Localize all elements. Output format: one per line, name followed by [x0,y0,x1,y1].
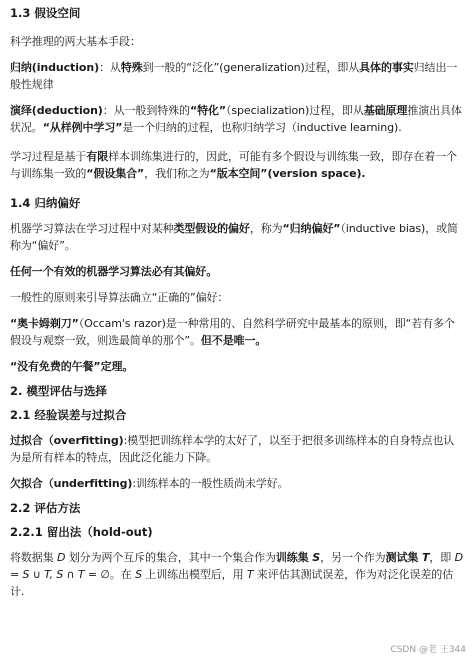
text: ，称为 [249,222,283,235]
occam-paragraph [10,315,464,349]
emphasis: 具体的事实 [359,61,414,74]
math-s: S [135,568,142,581]
deduction-term: 演绎(deduction) [10,104,103,117]
text: :训练样本的一般性质尚未学好。 [132,477,289,490]
emphasis: “假设集合” [86,167,145,180]
bias-paragraph [10,220,464,254]
overfitting-term: 过拟合（overfitting) [10,434,124,447]
text: 来评估其测试误差，作为对泛化误差的估计. [10,568,454,598]
underfitting-paragraph [10,475,464,492]
section-heading-1-4: 1.4 归纳偏好 [10,196,81,210]
text: ，我们称之为 [144,167,210,180]
text: ，即 [429,551,455,564]
text: 定理。 [100,360,134,373]
emphasis: (version space). [267,167,366,180]
math-d: D [57,551,66,564]
emphasis: “归纳偏好” [282,222,341,235]
text: 推演出具体状况。 [10,104,462,134]
text: 划分为两个互斥的集合，其中一个集合作为 [65,551,276,564]
emphasis: 训练集 [275,551,309,564]
section-heading-2-2: 2.2 评估方法 [10,501,81,515]
text: ，另一个作为 [320,551,386,564]
emphasis: 测试集 [385,551,419,564]
emphasis: 特殊 [120,61,143,74]
every-algorithm-statement: 任何一个有效的机器学习算法必有其偏好。 [10,265,218,278]
text: 学习过程是基于 [10,150,87,163]
math-s: S [308,551,321,564]
emphasis: 有限 [86,150,109,163]
deduction-paragraph [10,102,464,136]
text: 。在 [109,568,136,581]
math-formula: D = S ∪ T, S ∩ T = ∅ [10,551,463,581]
math-t: T [246,568,254,581]
text: 是一个归纳的过程，也称归纳学习（inductive learning). [122,121,402,134]
text: 上训练出模型后，用 [141,568,247,581]
text: 机器学习算法在学习过程中对某种 [10,222,174,235]
emphasis: 基础原理 [363,104,408,117]
overfitting-paragraph [10,432,464,466]
section-heading-2-1: 2.1 经验误差与过拟合 [10,408,127,422]
section-heading-2-2-1: 2.2.1 留出法（hold-out) [10,525,153,539]
learning-paragraph [10,148,464,182]
principle-paragraph: 一般性的原则来引导算法确立“正确的”偏好： [10,291,229,304]
text: ：从 [99,61,121,74]
occam-term: “奥卡姆剃刀” [10,317,79,330]
text: ：从一般到特殊的 [102,104,190,117]
intro-paragraph: 科学推理的两大基本手段： [10,35,141,48]
induction-term: 归纳(induction) [10,61,99,74]
holdout-paragraph [10,549,464,600]
emphasis: “特化” [189,104,226,117]
text: 归结出一般性规律 [10,61,458,91]
text: （specialization)过程，即从 [226,104,364,117]
nfl-term: “没有免费的午餐” [10,360,101,373]
underfitting-term: 欠拟合（underfitting) [10,477,133,490]
math-t: T [418,551,430,564]
emphasis: “版本空间” [209,167,268,180]
section-heading-2: 2. 模型评估与选择 [10,384,107,398]
text: （inductive bias)，或简称为“偏好”。 [10,222,458,252]
section-heading-1-3: 1.3 假设空间 [10,6,81,20]
text: :模型把训练样本学的太好了，以至于把很多训练样本的自身特点也认为是所有样本的特点，因此泛化能力下降。 [10,434,455,464]
text: 到一般的“泛化”(generalization)过程，即从 [142,61,360,74]
text: 样本训练集进行的，因此，可能有多个假设与训练集一致，即存在着一个与训练集一致的 [10,150,457,180]
text: 将数据集 [10,551,57,564]
emphasis: 类型假设的偏好 [173,222,250,235]
watermark: CSDN @老 王344 [390,645,466,655]
nfl-paragraph [10,358,464,375]
induction-paragraph [10,59,464,93]
text: （Occam's razor)是一种常用的、自然科学研究中最基本的原则，即“若有多个假设与观察一致，则选最简单的那个”。 [10,317,455,347]
emphasis: “从样例中学习” [42,121,123,134]
emphasis: 但不是唯一。 [200,334,267,347]
